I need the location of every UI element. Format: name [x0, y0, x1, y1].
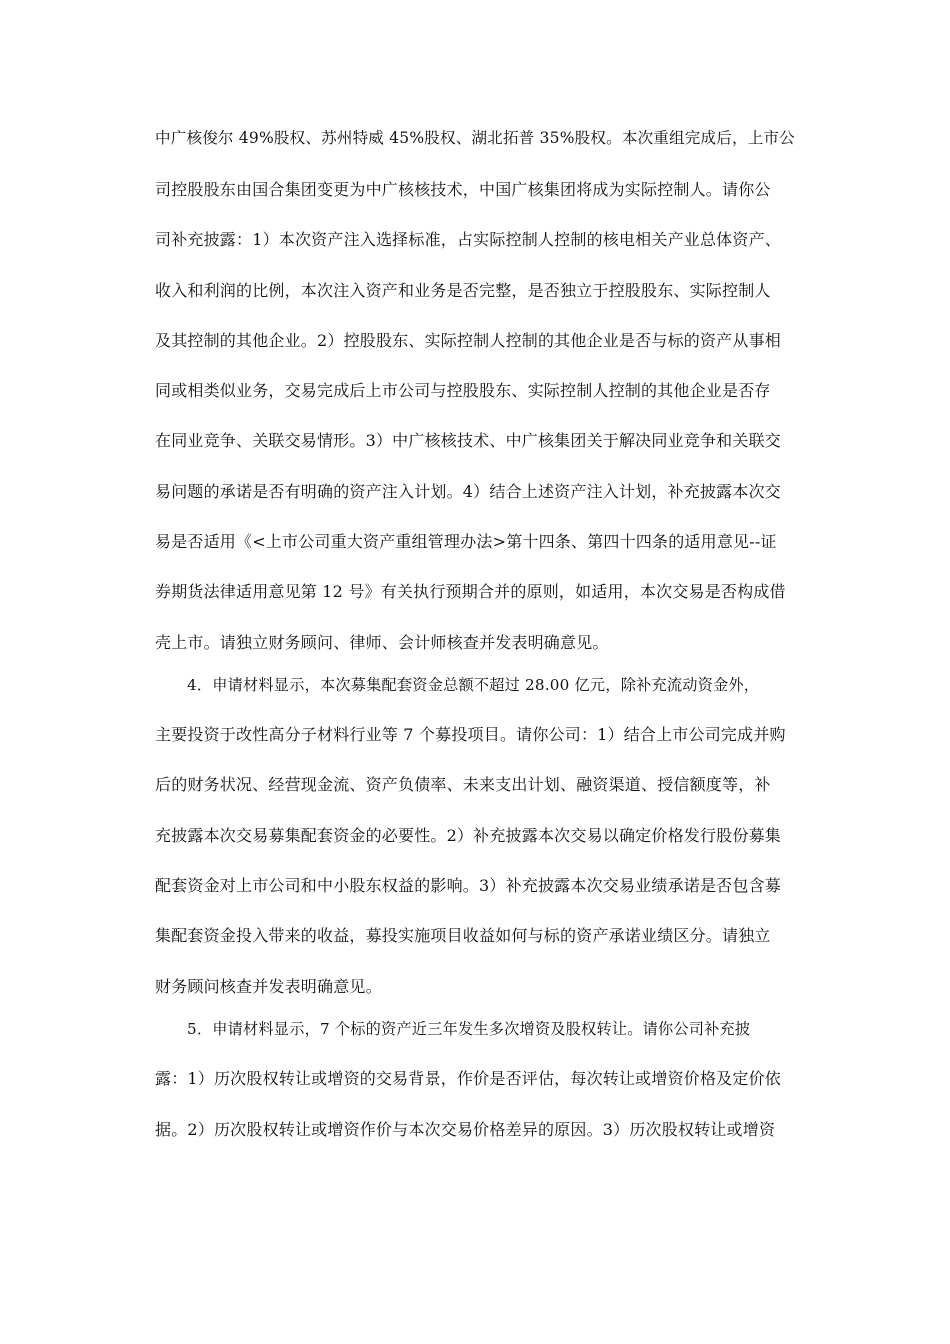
text-line: 券期货法律适用意见第 12 号》有关执行预期合并的原则，如适用，本次交易是否构成借 — [155, 582, 786, 601]
text-line: 在同业竞争、关联交易情形。3）中广核核技术、中广核集团关于解决同业竞争和关联交 — [155, 431, 781, 450]
text-line: 配套资金对上市公司和中小股东权益的影响。3）补充披露本次交易业绩承诺是否包含募 — [155, 876, 781, 895]
paragraph-5-start: 5．申请材料显示，7 个标的资产近三年发生多次增资及股权转让。请你公司补充披 — [187, 1020, 751, 1038]
text-line: 露：1）历次股权转让或增资的交易背景，作价是否评估，每次转让或增资价格及定价依 — [155, 1069, 781, 1088]
text-line: 中广核俊尔 49%股权、苏州特威 45%股权、湖北拓普 35%股权。本次重组完成后，上市公 — [155, 129, 795, 147]
text-line: 司控股股东由国合集团变更为中广核核技术，中国广核集团将成为实际控制人。请你公 — [155, 180, 771, 199]
text-line: 财务顾问核查并发表明确意见。 — [155, 977, 382, 996]
text-line: 司补充披露：1）本次资产注入选择标准，占实际控制人控制的核电相关产业总体资产、 — [155, 230, 781, 249]
text-line: 后的财务状况、经营现金流、资产负债率、未来支出计划、融资渠道、授信额度等，补 — [155, 775, 771, 794]
text-line: 充披露本次交易募集配套资金的必要性。2）补充披露本次交易以确定价格发行股份募集 — [155, 826, 781, 845]
text-line: 易是否适用《<上市公司重大资产重组管理办法>第十四条、第四十四条的适用意见--证 — [155, 532, 777, 551]
text-line: 主要投资于改性高分子材料行业等 7 个募投项目。请你公司：1）结合上市公司完成并购 — [155, 725, 786, 744]
text-line: 据。2）历次股权转让或增资作价与本次交易价格差异的原因。3）历次股权转让或增资 — [155, 1120, 776, 1139]
text-line: 集配套资金投入带来的收益，募投实施项目收益如何与标的资产承诺业绩区分。请独立 — [155, 926, 771, 945]
paragraph-4-start: 4．申请材料显示，本次募集配套资金总额不超过 28.00 亿元，除补充流动资金外， — [187, 676, 760, 694]
text-line: 易问题的承诺是否有明确的资产注入计划。4）结合上述资产注入计划，补充披露本次交 — [155, 482, 781, 501]
text-line: 收入和利润的比例，本次注入资产和业务是否完整，是否独立于控股股东、实际控制人 — [155, 281, 771, 300]
text-line: 同或相类似业务，交易完成后上市公司与控股股东、实际控制人控制的其他企业是否存 — [155, 381, 771, 400]
text-line: 及其控制的其他企业。2）控股股东、实际控制人控制的其他企业是否与标的资产从事相 — [155, 331, 781, 350]
text-line: 壳上市。请独立财务顾问、律师、会计师核查并发表明确意见。 — [155, 633, 609, 652]
